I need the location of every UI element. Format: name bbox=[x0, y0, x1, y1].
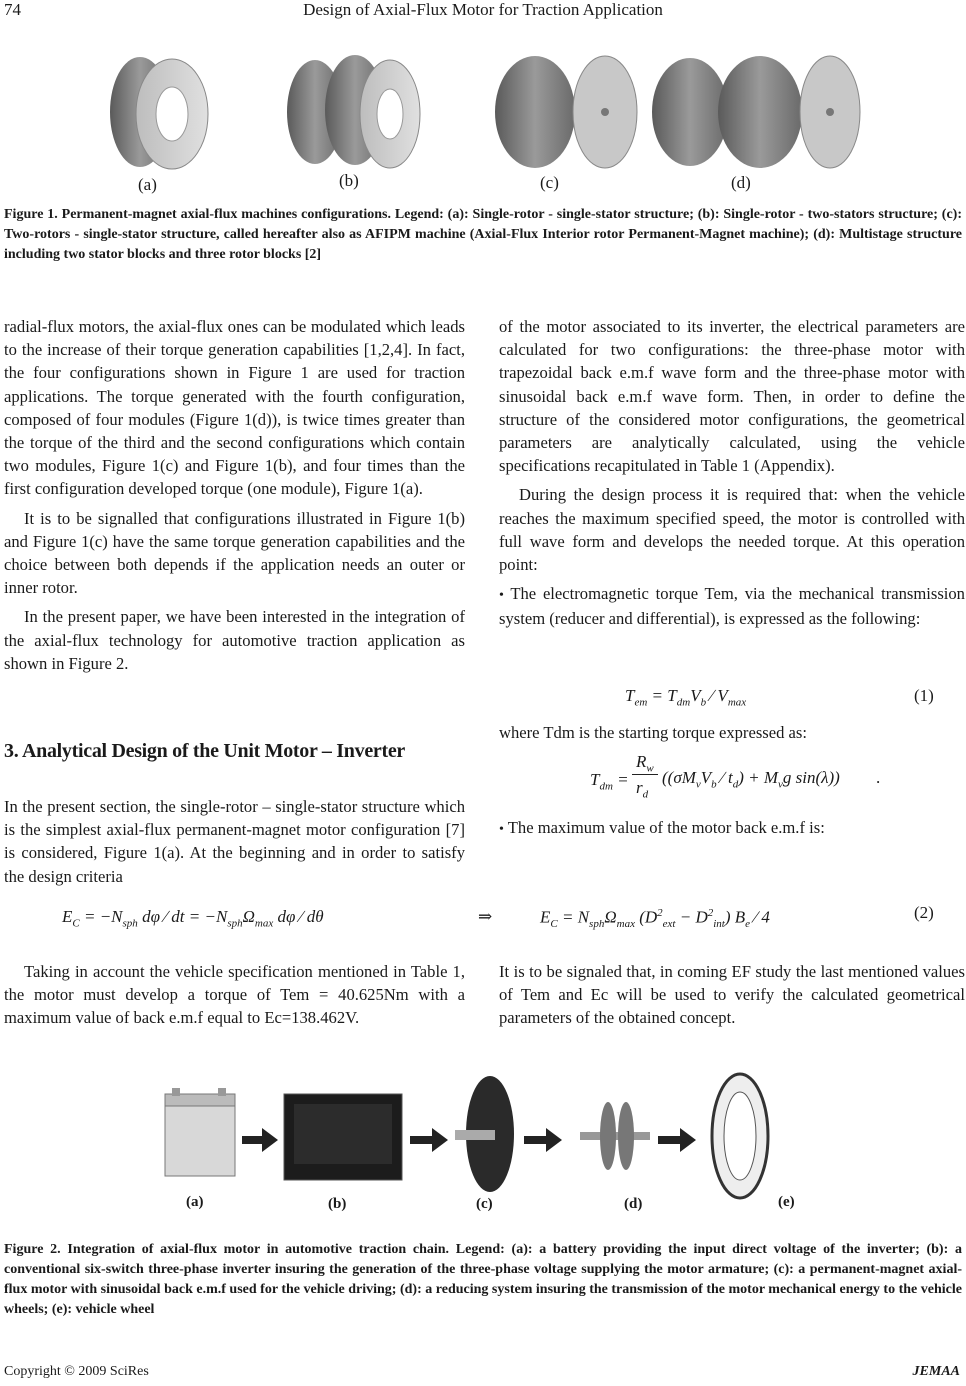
page-number: 74 bbox=[4, 0, 21, 19]
journal-name: JEMAA bbox=[912, 1364, 960, 1379]
equation-2-right: $E_C = N_{sph}\Omega_{max}$ $(D^2_{ext} - D^2_{int})$ $B_e$ ∕ 4 bbox=[540, 907, 770, 931]
axial-flux-motor-icon bbox=[455, 1076, 514, 1192]
figure-1-label-a: (a) bbox=[138, 175, 157, 194]
figure-2 bbox=[150, 1062, 830, 1222]
arrow-icon bbox=[658, 1128, 696, 1152]
arrow-icon bbox=[410, 1128, 448, 1152]
wheel-icon bbox=[712, 1074, 768, 1198]
copyright: Copyright © 2009 SciRes bbox=[4, 1364, 149, 1379]
right-paragraph-2: During the design process it is required that: when the vehicle reaches the maximum specified speed, the motor is controlled with full wave form and develops the needed torque. At this operation point: bbox=[499, 485, 965, 575]
figure-1-label-b: (b) bbox=[339, 171, 359, 190]
inverter-icon bbox=[284, 1094, 402, 1180]
right-bullet-2-text: The maximum value of the motor back e.m.f is: bbox=[507, 818, 825, 837]
right-paragraph-1: of the motor associated to its inverter, the electrical parameters are calculated for two configurations: the three-phase motor with trapezoidal back e.m.f wave form and the three-phase motor with sinusoidal back e.m.f wave form. Then, in order to define the structure of the considered motor configurations, the geometrical parameters are analytically calculated, using the vehicle specifications recapitulated in Table 1 (Appendix). bbox=[499, 317, 965, 476]
figure-1-label-c: (c) bbox=[540, 173, 559, 192]
section-heading: 3. Analytical Design of the Unit Motor – Inverter bbox=[4, 740, 405, 762]
equation-starting-torque: $T_{dm}$ = $R_w$ $r_d$ (($\sigma M_vV_b$ ∕ $t_d) + M_vg$ sin(λ)) . bbox=[590, 752, 881, 801]
equation-1: $T_{em} = T_{dm}V_b$ ∕ $V_{max}$ bbox=[625, 686, 747, 709]
equation-2-number: (2) bbox=[914, 903, 934, 922]
arrow-icon bbox=[242, 1128, 278, 1152]
left-paragraph-3: In the present paper, we have been interested in the integration of the axial-flux technology for automotive traction application as shown in Figure 2. bbox=[4, 607, 465, 673]
left-paragraph-2: It is to be signalled that configurations illustrated in Figure 1(b) and Figure 1(c) have the same torque generation capabilities and the choice between both depends if the application needs an outer or inner rotor. bbox=[4, 508, 465, 598]
figure-2-label-c: (c) bbox=[476, 1196, 493, 1212]
equation-2-left: $E_C = -N_{sph}$ dφ ∕ dt = $-N_{sph}\Omega_{max}$ dφ ∕ dθ bbox=[62, 907, 324, 930]
left-paragraph-1: radial-flux motors, the axial-flux ones can be modulated which leads to the increase of their torque generation capabilities [1,2,4]. In fact, the four configurations shown in Figure 1 are used for traction applications. The torque generated with the fourth configuration, composed of four modules (Figure 1(d)), is twice times greater than the torque of the third and the second configurations which contain two modules, Figure 1(c) and Figure 1(b), and four times than the first configuration developed torque (one module), Figure 1(a). bbox=[4, 317, 465, 499]
right-bullet-1-text: The electromagnetic torque Tem, via the mechanical transmission system (reducer and differential), is expressed as the following: bbox=[499, 584, 965, 629]
right-paragraph-4: It is to be signaled that, in coming EF study the last mentioned values of Tem and Ec will be used to verify the calculated geometrical parameters of the obtained concept. bbox=[499, 962, 965, 1028]
right-paragraph-3: where Tdm is the starting torque expressed as: bbox=[499, 723, 807, 742]
figure-2-caption: Figure 2. Integration of axial-flux motor in automotive traction chain. Legend: (a): a battery providing the input direct voltage of the inverter; (b): a conventional six-switch three-phase inverter insuring the generation of the three-phase voltage supplying the motor armature; (c): a permanent-magnet axial-flux motor with sinusoidal back e.m.f used for the vehicle driving; (d): a reducing system insuring the transmission of the motor mechanical energy to the vehicle wheels; (e): vehicle wheel bbox=[4, 1242, 962, 1317]
left-paragraph-5: Taking in account the vehicle specification mentioned in Table 1, the motor must develop a torque of Tem = 40.625Nm with a maximum value of back e.m.f equal to Ec=138.462V. bbox=[4, 962, 465, 1028]
right-bullet-1: • The electromagnetic torque Tem, via the mechanical transmission system (reducer and differential), is expressed as the following: bbox=[499, 584, 965, 629]
figure-1-illustration bbox=[90, 54, 880, 194]
figure-1-label-d: (d) bbox=[731, 173, 751, 192]
arrow-icon bbox=[524, 1128, 562, 1152]
figure-1 bbox=[90, 54, 880, 194]
figure-2-label-b: (b) bbox=[328, 1196, 347, 1212]
figure-1-caption: Figure 1. Permanent-magnet axial-flux machines configurations. Legend: (a): Single-rotor - single-stator structure; (b): Single-rotor - two-stators structure; (c): Two-rotors - single-stator structure, called hereafter also as AFIPM machine (Axial-Flux Interior rotor Permanent-Magnet machine); (d): Multistage structure including two stator blocks and three rotor blocks [2] bbox=[4, 207, 962, 262]
figure-2-label-e: (e) bbox=[778, 1194, 795, 1210]
implies-symbol: ⇒ bbox=[478, 907, 493, 926]
machine-a-icon bbox=[110, 57, 208, 169]
machine-d-icon bbox=[652, 56, 860, 168]
left-column-top bbox=[4, 315, 465, 675]
machine-b-icon bbox=[287, 55, 420, 168]
battery-icon bbox=[165, 1088, 235, 1176]
left-paragraph-4: In the present section, the single-rotor – single-stator structure which is the simplest axial-flux permanent-magnet motor configuration [7] is considered, Figure 1(a). At the beginning and in order to satisfy the design criteria bbox=[4, 797, 465, 886]
figure-2-label-a: (a) bbox=[186, 1194, 204, 1210]
running-title: Design of Axial-Flux Motor for Traction Application bbox=[303, 0, 663, 19]
reducer-icon bbox=[580, 1102, 650, 1170]
equation-1-number: (1) bbox=[914, 686, 934, 705]
right-bullet-2: • The maximum value of the motor back e.m.f is: bbox=[499, 818, 825, 837]
machine-c-icon bbox=[495, 56, 637, 168]
right-column-top bbox=[499, 315, 965, 631]
figure-2-label-d: (d) bbox=[624, 1196, 643, 1212]
